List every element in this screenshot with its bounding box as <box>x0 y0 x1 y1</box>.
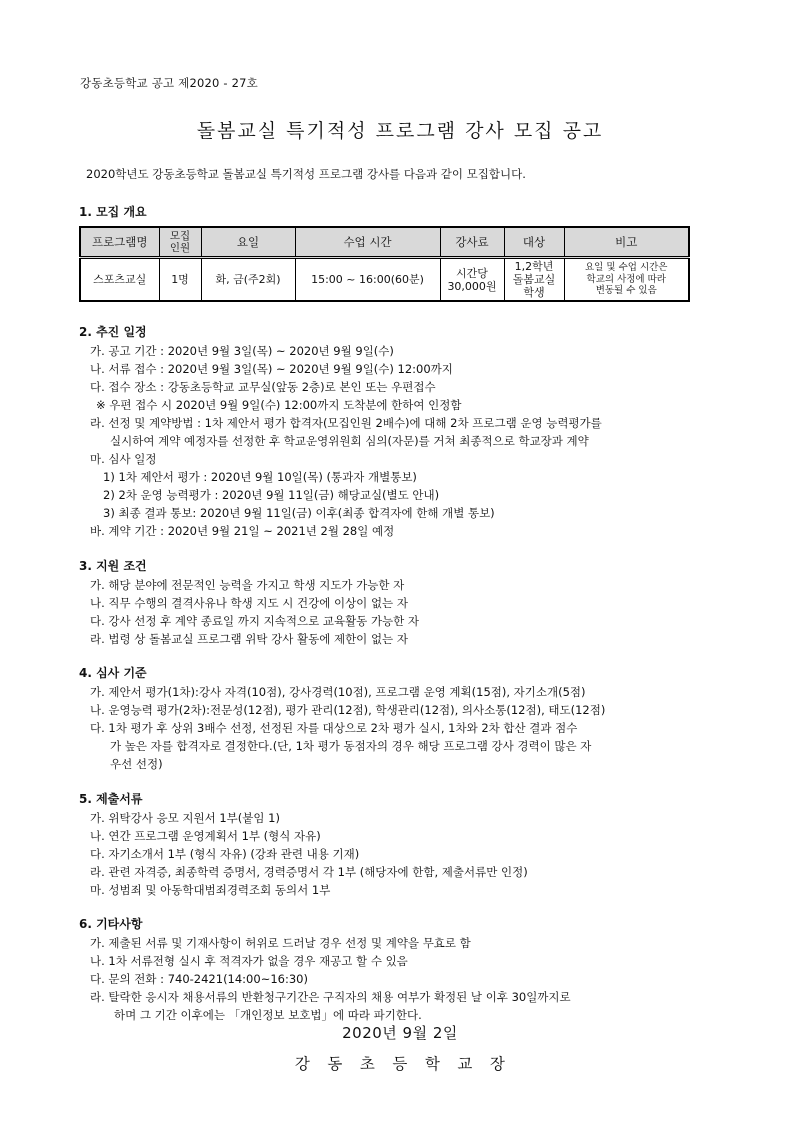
announcement-date: 2020년 9월 2일 <box>342 1024 458 1042</box>
section-heading-conditions: 3. 지원 조건 <box>79 559 147 573</box>
list-subitem: 1) 1차 제안서 평가 : 2020년 9월 10일(목) (통과자 개별통보) <box>103 470 417 484</box>
list-item: 다. 접수 장소 : 강동초등학교 교무실(앞동 2층)로 본인 또는 우편접수 <box>90 380 436 394</box>
table-row <box>80 258 689 302</box>
list-item: 라. 탈락한 응시자 채용서류의 반환청구기간은 구직자의 채용 여부가 확정된 날 이후 30일까지로 <box>90 990 571 1004</box>
list-item: 다. 문의 전화 : 740-2421(14:00~16:30) <box>90 972 308 986</box>
table-header-cell: 비고 <box>564 227 689 258</box>
section-heading-schedule: 2. 추진 일정 <box>79 325 147 339</box>
list-item: 가. 해당 분야에 전문적인 능력을 가지고 학생 지도가 가능한 자 <box>90 578 405 592</box>
list-item: 가. 제안서 평가(1차):강사 자격(10점), 강사경력(10점), 프로그램 운영 계획(15점), 자기소개(5점) <box>90 685 586 699</box>
intro-text: 2020학년도 강동초등학교 돌봄교실 특기적성 프로그램 강사를 다음과 같이 모집합니다. <box>86 167 526 181</box>
list-subitem: 3) 최종 결과 통보: 2020년 9월 11일(금) 이후(최종 합격자에 한해 개별 통보) <box>103 506 495 520</box>
list-item: 나. 연간 프로그램 운영계획서 1부 (형식 자유) <box>90 829 321 843</box>
list-item: 다. 1차 평가 후 상위 3배수 선정, 선정된 자를 대상으로 2차 평가 실시, 1차와 2차 합산 결과 점수 <box>90 721 578 735</box>
list-item: 나. 직무 수행의 결격사유나 학생 지도 시 건강에 이상이 없는 자 <box>90 596 408 610</box>
page-title: 돌봄교실 특기적성 프로그램 강사 모집 공고 <box>196 120 604 142</box>
section-heading-criteria: 4. 심사 기준 <box>79 666 147 680</box>
list-item: 다. 강사 선정 후 계약 종료일 까지 지속적으로 교육활동 가능한 자 <box>90 614 420 628</box>
list-item-note: ※ 우편 접수 시 2020년 9월 9일(수) 12:00까지 도착분에 한하여 인정함 <box>96 398 462 412</box>
list-subitem: 2) 2차 운영 능력평가 : 2020년 9월 11일(금) 해당교실(별도 안내) <box>103 488 440 502</box>
list-item-continued: 가 높은 자를 합격자로 결정한다.(단, 1차 평가 동점자의 경우 해당 프로그램 강사 경력이 많은 자 <box>110 739 592 753</box>
table-cell-note <box>564 258 689 302</box>
table-header-cell: 프로그램명 <box>80 227 159 258</box>
list-item: 라. 선정 및 계약방법 : 1차 제안서 평가 합격자(모집인원 2배수)에 대해 2차 프로그램 운영 능력평가를 <box>90 416 602 430</box>
issuer-signature-line: 강 동 초 등 학 교 장 <box>294 1055 506 1073</box>
list-item: 나. 1차 서류전형 실시 후 적격자가 없을 경우 재공고 할 수 있음 <box>90 954 408 968</box>
table-cell-time: 15:00 ~ 16:00(60분) <box>295 258 440 302</box>
table-header-cell: 수업 시간 <box>295 227 440 258</box>
list-item: 라. 법령 상 돌봄교실 프로그램 위탁 강사 활동에 제한이 없는 자 <box>90 632 408 646</box>
cell-lines: 1,2학년 돌봄교실 학생 <box>512 260 556 299</box>
cell-lines: 요일 및 수업 시간은 학교의 사정에 따라 변동될 수 있음 <box>585 262 668 297</box>
list-item-continued: 우선 선정) <box>110 757 163 771</box>
table-header-cell: 강사료 <box>440 227 504 258</box>
header-line: 모집 인원 <box>169 230 191 254</box>
list-item: 마. 심사 일정 <box>90 452 157 466</box>
table-header-cell: 요일 <box>201 227 295 258</box>
document-number: 강동초등학교 공고 제2020 - 27호 <box>80 76 258 90</box>
list-item: 가. 제출된 서류 및 기재사항이 허위로 드러날 경우 선정 및 계약을 무효로 함 <box>90 936 471 950</box>
table-header-cell <box>159 227 201 258</box>
table-cell-program: 스포츠교실 <box>80 258 159 302</box>
table-cell-count: 1명 <box>159 258 201 302</box>
section-heading-overview: 1. 모집 개요 <box>79 205 147 219</box>
table-header-row <box>80 227 689 258</box>
list-item: 가. 공고 기간 : 2020년 9월 3일(목) ~ 2020년 9월 9일(수) <box>90 344 394 358</box>
list-item: 나. 운영능력 평가(2차):전문성(12점), 평가 관리(12점), 학생관리(12점), 의사소통(12점), 태도(12점) <box>90 703 606 717</box>
list-item: 나. 서류 접수 : 2020년 9월 3일(목) ~ 2020년 9월 9일(수) 12:00까지 <box>90 362 453 376</box>
section-heading-documents: 5. 제출서류 <box>79 792 143 806</box>
table-header-cell: 대상 <box>504 227 564 258</box>
list-item-continued: 하며 그 기간 이후에는 「개인정보 보호법」에 따라 파기한다. <box>114 1008 422 1022</box>
table-cell-days: 화, 금(주2회) <box>201 258 295 302</box>
section-heading-etc: 6. 기타사항 <box>79 917 143 931</box>
list-item: 바. 계약 기간 : 2020년 9월 21일 ~ 2021년 2월 28일 예정 <box>90 524 395 538</box>
recruitment-table <box>79 226 690 302</box>
list-item: 가. 위탁강사 응모 지원서 1부(붙임 1) <box>90 811 280 825</box>
table-cell-target <box>504 258 564 302</box>
table-cell-fee <box>440 258 504 302</box>
list-item: 라. 관련 자격증, 최종학력 증명서, 경력증명서 각 1부 (해당자에 한함, 제출서류만 인정) <box>90 865 528 879</box>
list-item-continued: 실시하여 계약 예정자를 선정한 후 학교운영위원회 심의(자문)를 거쳐 최종적으로 학교장과 계약 <box>110 434 589 448</box>
cell-lines: 시간당 30,000원 <box>447 266 497 293</box>
list-item: 마. 성범죄 및 아동학대범죄경력조회 동의서 1부 <box>90 883 331 897</box>
list-item: 다. 자기소개서 1부 (형식 자유) (강좌 관련 내용 기재) <box>90 847 360 861</box>
